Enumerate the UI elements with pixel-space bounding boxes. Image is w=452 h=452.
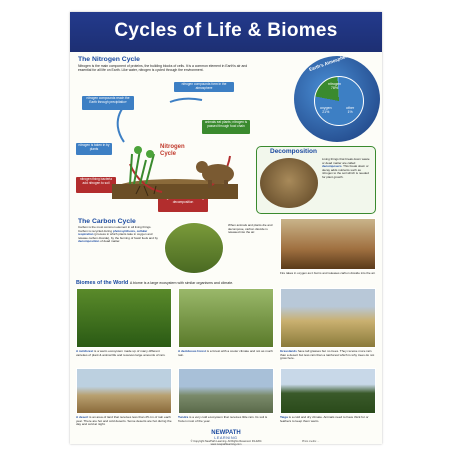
decomposition-photo [260,158,318,208]
biomes-heading: Biomes of the World [76,280,129,286]
caption-rainforest: A rainforest is a warm ecosystem made up of many different varieties of plant & animal life and receives large amounts of rain. [76,349,166,357]
slice-other: other 1% [346,106,355,115]
tundra-photo [178,368,274,414]
desert-photo [76,368,172,414]
slice-nitrogen: nitrogen 78% [328,82,341,91]
box-animals-eat: animals eat plants; nitrogen is passed through food chain [202,120,250,134]
poster [70,12,382,444]
nitrogen-intro: Nitrogen is the main component of proteins, the building blocks of cells. It is a common element in Earth's air and essential for all life on Earth. Like water, nitrogen is cycled through the environment. [78,64,248,73]
grasslands-photo [280,288,376,348]
footer-copyright: © Copyright NewPath Learning. All Rights Reserved. 93-4204 www.newpathlearning.com [190,440,262,446]
taiga-photo [280,368,376,414]
carbon-text: Carbon is the most common element in all living things. Carbon is recycled during photosynthesis, cellular respiration (process in which plants take in oxygen and release carbon dioxide), by the burning of fossil fuels and by decomposition of dead matter. [78,225,158,244]
fire-caption: Fire takes in oxygen as it burns and releases carbon dioxide into the air. [280,271,376,275]
nitrogen-heading: The Nitrogen Cycle [78,56,140,63]
deer-photo [164,222,224,274]
carbon-side-text: When animals and plants die and decompose, carbon dioxide is released into the air. [228,223,273,235]
footer-credits: Photo credits: ... [302,440,320,443]
page-title: Cycles of Life & Biomes [114,20,338,41]
caption-desert: A desert is an area of land that receives less than 25 cm of rain each year. There are hot and cold deserts. Some deserts are hot during the day and cold at night. [76,415,172,427]
decomposition-text: Living things that break down waste or dead matter are called decomposers. This break down or decay adds nutrients such as nitrogen to the soil which is needed for plant growth. [322,157,370,179]
deciduous-photo [178,288,274,348]
box-atmosphere: nitrogen compounds form in the atmosphere [174,82,234,92]
box-reach-ground: nitrogen compounds reach the Earth through precipitation [82,96,134,110]
fire-photo [280,218,376,270]
decomposition-heading: Decomposition [270,148,317,155]
biomes-subheading: A biome is a large ecosystem with similar organisms and climate. [129,281,234,285]
caption-tundra: Tundra is a very cold ecosystem that receives little rain. Its soil is frozen most of the year. [178,415,268,423]
atmosphere-label: Earth's Atmosphere [308,52,350,73]
box-taken-in: nitrogen is taken in by plants [76,143,112,155]
nitrogen-cycle-label: Nitrogen Cycle [160,144,185,157]
header-banner [70,12,382,52]
box-returned: decomposition [158,196,208,212]
caption-taiga: Taiga is a cold and dry climate. Animals need to have thick fur or feathers to keep them warm. [280,415,369,423]
logo: NEWPATH LEARNING [211,430,241,440]
rainforest-photo [76,288,172,348]
carbon-heading: The Carbon Cycle [78,218,136,225]
caption-grasslands: Grasslands have tall grasses but no trees. They receive more rain than a desert but less rain than a rainforest which is why trees do not grow here. [280,349,375,361]
box-bacteria: nitrogen fixing bacteria add nitrogen to soil [76,177,116,193]
caption-deciduous: A deciduous forest is a forest with a cooler climate and not as much rain. [178,349,273,357]
slice-oxygen: oxygen 21% [320,106,332,115]
biomes-heading-row [76,280,233,286]
